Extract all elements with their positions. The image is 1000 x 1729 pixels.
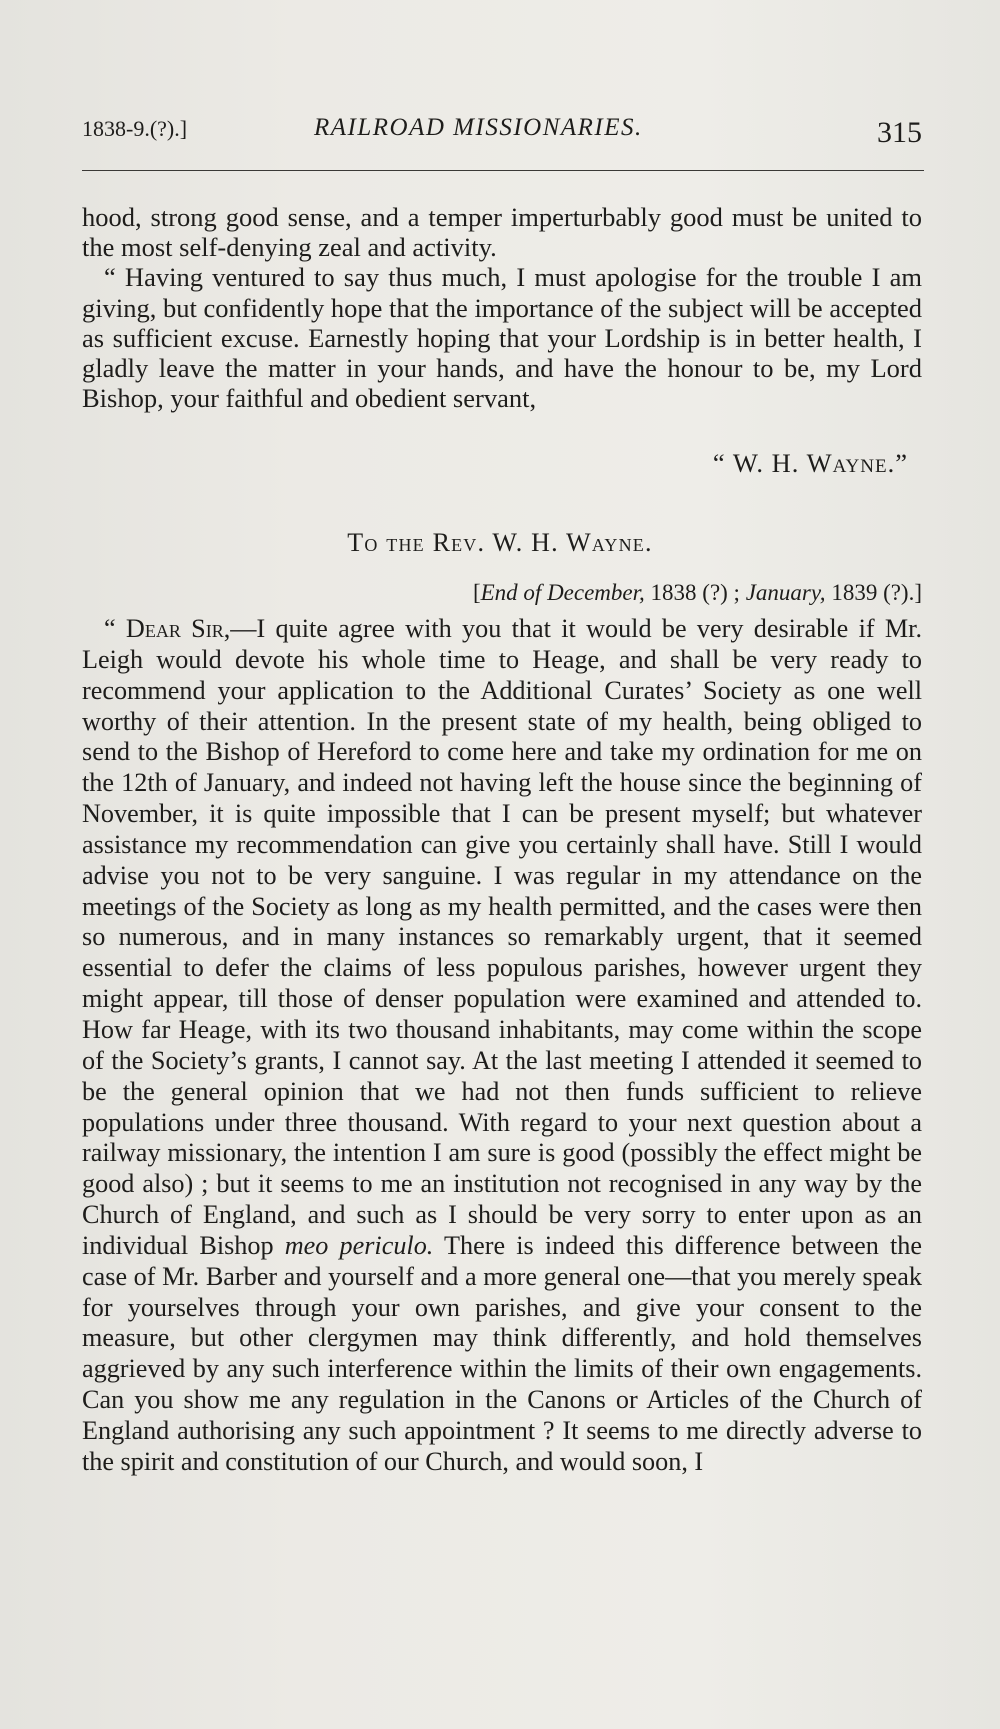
salutation: “ Dear Sir, — [104, 614, 231, 643]
body-start: —I quite agree with you that it would be very desirable if Mr. Leigh would devote his whole time to Heage, and shall be very ready to recommend your application to the Additional Curates’ Society as one well worthy of their attention. In the present state of my health, being obliged to send to the Bishop of Hereford to come here and take my ordination for me on the 12th of January, and indeed not having left the house since the beginning of November, it is quite impossible that I can be present myself; but whatever assistance my recommendation can give you certainly shall have. Still I would advise you not to be very sanguine. I was regular in my attendance on the meetings of the Society as long as my health permitted, and the cases were then so numerous, and in many instances so remarkably urgent, that it seemed essential to defer the claims of less populous parishes, however urgent they might appear, till those of denser population were examined and attended to. How far Heage, with its two thousand inhabitants, may come within the scope of the Society’s grants, I cannot say. At the last meeting I attended it seemed to be the general opinion that we had not then funds sufficient to relieve populations under three thousand. With regard to your next question about a railway missionary, the intention I am sure is good (possibly the effect might be good also) ; but it seems to me an institution not recognised in any way by the Church of England, and such as I should be very sorry to enter upon as an individual Bishop — [82, 614, 922, 1260]
header-date: 1838-9.(?).] — [82, 116, 188, 141]
signature: “ W. H. Wayne.” — [712, 448, 908, 478]
letter-heading: To the Rev. W. H. Wayne. — [347, 528, 653, 557]
header-title: RAILROAD MISSIONARIES. — [314, 114, 643, 141]
latin-phrase: meo periculo. — [284, 1230, 434, 1260]
continuation-paragraph: hood, strong good sense, and a temper imperturbably good must be united to the most self-denying zeal and activity. — [82, 202, 922, 263]
dateline-month-2: January, — [745, 580, 826, 605]
closing-paragraph: “ Having ventured to say thus much, I must apologise for the trouble I am giving, but confidently hope that the importance of the subject will be accepted as sufficient excuse. Earnestly hoping that your Lordship is in better health, I gladly leave the matter in your hands, and have the honour to be, my Lord Bishop, your faithful and obedient servant, — [82, 262, 922, 414]
page-number: 315 — [877, 116, 922, 149]
running-head — [82, 112, 922, 152]
dateline-bracket: [ — [472, 580, 481, 605]
dateline-year-1: 1838 (?) ; — [644, 580, 746, 605]
letter-two-text — [82, 614, 922, 1478]
letter-one-text — [82, 202, 922, 413]
header-rule — [82, 170, 924, 171]
letter-body — [82, 614, 922, 1478]
dateline — [473, 580, 922, 606]
dateline-month-1: End of December, — [480, 580, 645, 605]
body-end: There is indeed this difference between the case of Mr. Barber and yourself and a more general one—that you merely speak for yourselves through your own parishes, and give your consent to the measure, but other clergymen may think differently, and hold themselves aggrieved by any such interference within the limits of their own engagements. Can you show me any regulation in the Canons or Articles of the Church of England authorising any such appointment ? It seems to me directly adverse to the spirit and constitution of our Church, and would soon, I — [82, 1230, 922, 1476]
dateline-year-2: 1839 (?).] — [825, 580, 922, 605]
